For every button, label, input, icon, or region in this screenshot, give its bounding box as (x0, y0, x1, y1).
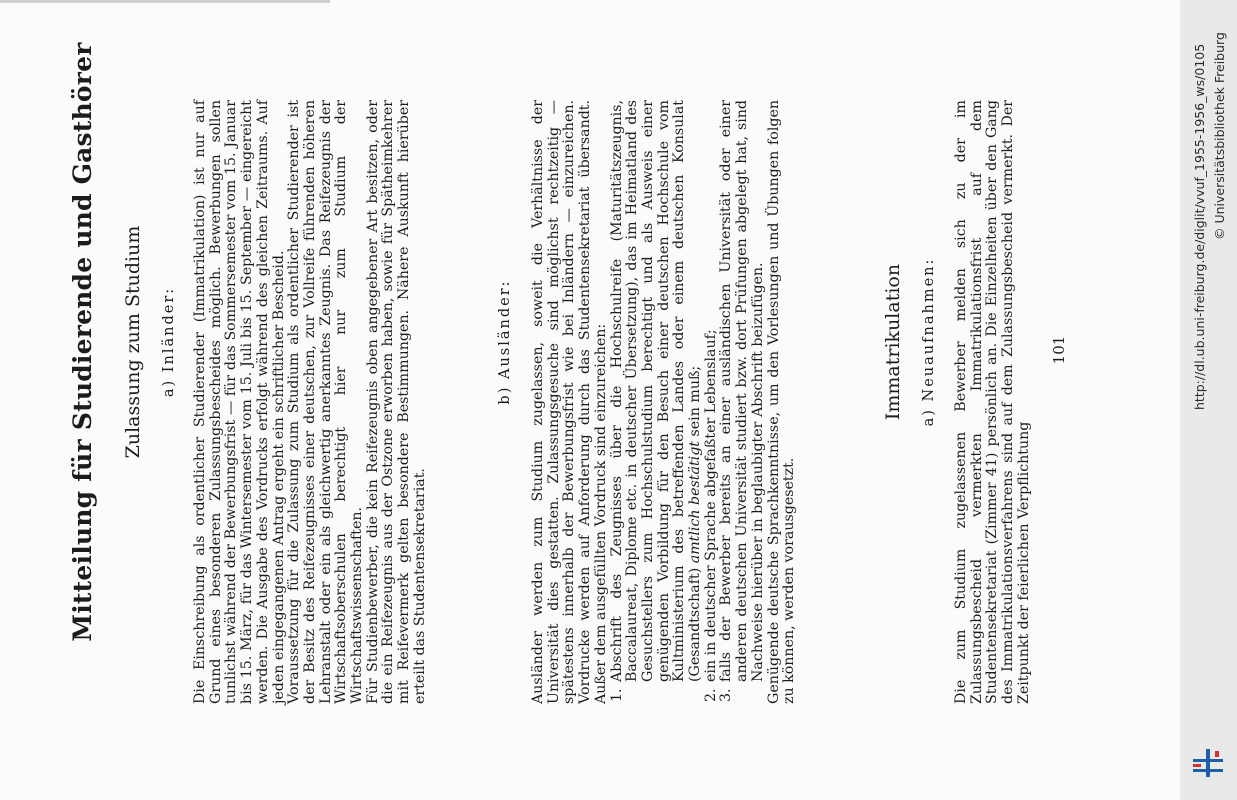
auslaender-text (531, 100, 798, 704)
auslaender-paragraph-1: Ausländer werden zum Studium zugelassen, soweit die Verhältnisse der Universität dies gestatten. Zulassungsgesuche sind möglichst rechtzeitig — spätestens innerhalb der Bewerbungsfrist wie bei Inländern — einzureichen. Vordrucke werden auf Anforderung durch das Studentensekretariat übersandt. Außer dem ausgefüllten Vordruck sind einzureichen: (530, 100, 609, 704)
inlaender-paragraph-3: Für Studienbewerber, die kein Reifezeugnis oben angegebener Art besitzen, oder die ein Reifezeugnis aus der Ostzone erworben haben, sowie für Spätheimkehrer mit Reifevermerk gelten besondere Bestimmungen. Nähere Auskunft hierüber erteilt das Studentensekretariat. (364, 100, 428, 704)
inlaender-text (193, 100, 429, 704)
ub-freiburg-logo-icon (1190, 745, 1226, 781)
auslaender-paragraph-2: Genügende deutsche Sprachkenntnisse, um den Vorlesungen und Übungen folgen zu können, werden vorausgesetzt. (765, 100, 798, 704)
list-item: 2. ein in deutscher Sprache abgefaßter Lebenslauf; (704, 100, 720, 684)
required-documents-list (610, 100, 767, 704)
page-number: 101 (1050, 335, 1068, 365)
document-title: Mitteilung für Studierende und Gasthörer (68, 42, 97, 642)
inlaender-paragraph-2: Voraussetzung für die Zulassung zum Studium als ordentlicher Studierender ist der Besitz des Reifezeugnisses einer deutschen, zur Vollreife führenden höheren Lehranstalt oder ein als gleichwertig anerkanntes Zeugnis. Das Reifezeugnis der Wirtschaftsoberschulen berechtigt hier nur zum Studium der Wirtschaftswissenschaften. (286, 100, 366, 704)
list-item: 1. Abschrift des Zeugnisses über die Hochschulreife (Maturitätszeugnis, Baccalaureat, Diplome etc. in deutscher Übersetzung), das im Heimatland des Gesuchstellers zum Hochschulstudium berechtigt und als Ausweis einer genügenden Vorbildung für den Besuch einer deutschen Hochschule vom Kultministerium des betreffenden Landes oder einem deutschen Konsulat (Gesandtschaft) amtlich bestätigt sein muß; (610, 100, 704, 684)
source-url[interactable]: http://dl.ub.uni-freiburg.de/diglit/vvuf_1955-1956_ws/0105 (1192, 43, 1207, 410)
library-sidebar (1180, 0, 1237, 800)
emphasis-amtlich-bestaetigt: amtlich bestätigt (687, 441, 704, 564)
subheading-neuaufnahmen: a) Neuaufnahmen: (921, 257, 937, 427)
copyright-notice: © Universitätsbibliothek Freiburg (1212, 32, 1227, 240)
neuaufnahmen-paragraph-1: Die zum Studium zugelassenen Bewerber melden sich zu der im Zulassungsbescheid vermerkten Immatrikulationsfrist auf dem Studentensekretariat (Zimmer 41) persönlich an. Die Einzelheiten über den Gang des Immatrikulationsverfahrens sind auf dem Zulassungsbescheid vermerkt. Der Zeitpunkt der feierlichen Verpflichtung (953, 100, 1032, 704)
section-heading-immatrikulation: Immatrikulation (882, 263, 904, 421)
neuaufnahmen-text (954, 100, 1033, 704)
subheading-inlaender: a) Inländer: (161, 286, 177, 398)
subheading-auslaender: b) Ausländer: (497, 279, 513, 405)
list-item: 3. falls der Bewerber bereits an einer ausländischen Universität oder einer anderen deutschen Universität studiert bzw. dort Prüfungen abgelegt hat, sind Nachweise hierüber in beglaubigter Abschrift beizufügen. (719, 100, 766, 684)
section-heading-zulassung: Zulassung zum Studium (122, 225, 144, 459)
inlaender-paragraph-1: Die Einschreibung als ordentlicher Studierender (Immatrikulation) ist nur auf Grund eines besonderen Zulassungsbescheides möglich. Bewerbungen sollen tunlichst während der Bewerbungsfrist — für das Sommersemester vom 15. Januar bis 15. März, für das Wintersemester vom 15. Juli bis 15. September — eingereicht werden. Die Ausgabe des Vordrucks erfolgt während des gleichen Zeitraums. Auf jeden eingegangenen Antrag ergeht ein schriftlicher Bescheid. (192, 100, 287, 704)
